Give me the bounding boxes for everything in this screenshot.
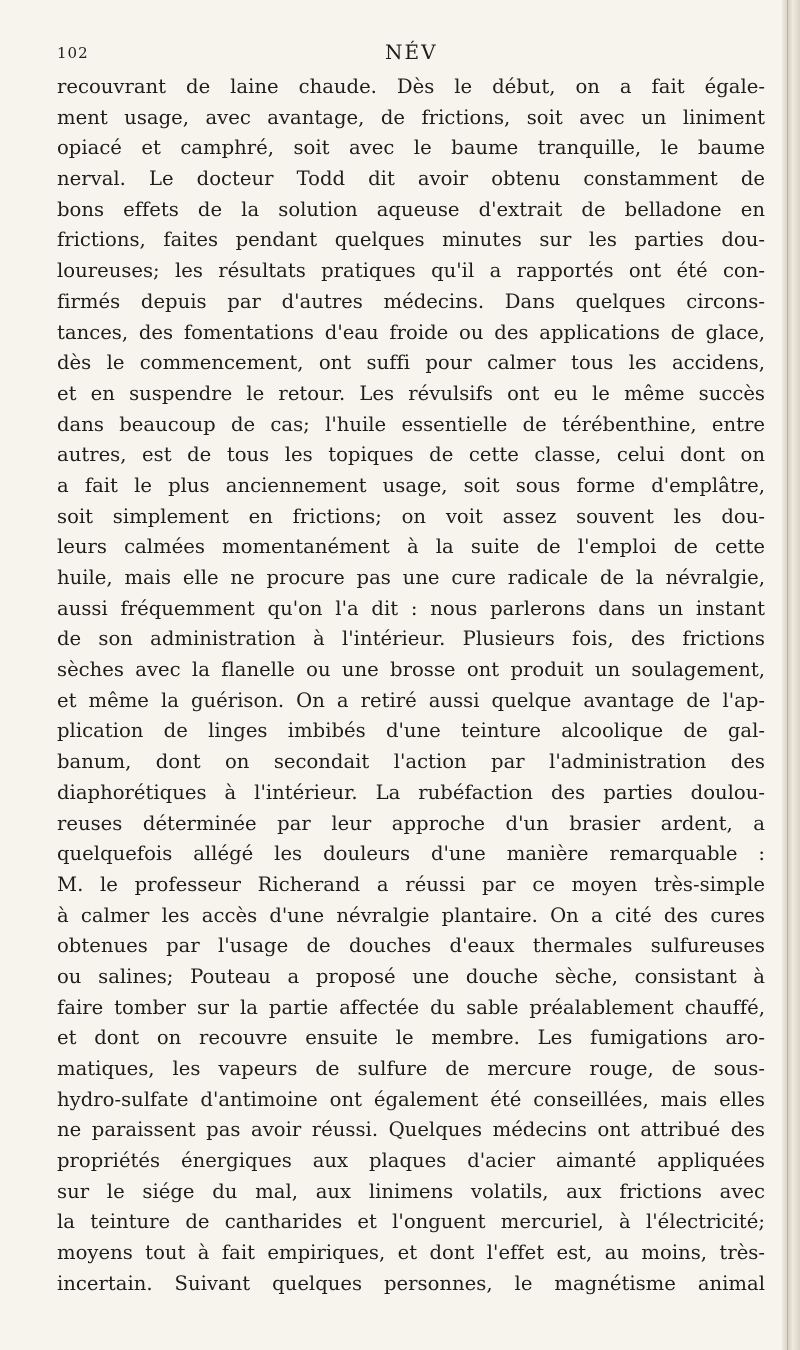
text-line: frictions, faites pendant quelques minutes sur les parties dou- (57, 228, 765, 252)
text-line: tances, des fomentations d'eau froide ou des applications de glace, (57, 320, 765, 344)
text-line: huile, mais elle ne procure pas une cure radicale de la névralgie, (57, 566, 765, 589)
text-line: a fait le plus anciennement usage, soit sous forme d'emplâtre, (57, 473, 765, 497)
text-line: nerval. Le docteur Todd dit avoir obtenu constamment de (57, 167, 765, 191)
page-number: 102 (57, 44, 89, 62)
text-line: propriétés énergiques aux plaques d'acier aimanté appliquées (57, 1149, 765, 1173)
body-text (57, 72, 765, 1312)
text-line: matiques, les vapeurs de sulfure de mercure rouge, de sous- (57, 1057, 765, 1080)
text-line: diaphorétiques à l'intérieur. La rubéfaction des parties doulou- (57, 780, 765, 804)
text-line: firmés depuis par d'autres médecins. Dans quelques circons- (57, 289, 765, 313)
text-line: la teinture de cantharides et l'onguent mercuriel, à l'électricité; (57, 1210, 765, 1234)
page-edge-line (787, 0, 788, 1350)
text-line: hydro-sulfate d'antimoine ont également été conseillées, mais elles (57, 1087, 765, 1111)
text-line: ou salines; Pouteau a proposé une douche sèche, consistant à (57, 964, 765, 988)
text-line: plication de linges imbibés d'une teinture alcoolique de gal- (57, 719, 765, 743)
text-line: reuses déterminée par leur approche d'un brasier ardent, a (57, 811, 765, 835)
text-line: de son administration à l'intérieur. Plusieurs fois, des frictions (57, 627, 765, 651)
text-line: autres, est de tous les topiques de cette classe, celui dont on (57, 443, 765, 467)
text-line: et même la guérison. On a retiré aussi quelque avantage de l'ap- (57, 688, 765, 712)
text-line: incertain. Suivant quelques personnes, le magnétisme animal (57, 1271, 765, 1295)
text-line: leurs calmées momentanément à la suite de l'emploi de cette (57, 535, 765, 559)
text-line: dans beaucoup de cas; l'huile essentielle de térébenthine, entre (57, 412, 765, 436)
text-line: loureuses; les résultats pratiques qu'il a rapportés ont été con- (57, 259, 765, 283)
text-line: recouvrant de laine chaude. Dès le début, on a fait égale- (57, 75, 765, 98)
text-line: sèches avec la flanelle ou une brosse ont produit un soulagement, (57, 658, 765, 682)
text-line: ne paraissent pas avoir réussi. Quelques médecins ont attribué des (57, 1118, 765, 1142)
text-line: banum, dont on secondait l'action par l'administration des (57, 750, 765, 774)
running-head: NÉV (385, 40, 438, 64)
text-line: aussi fréquemment qu'on l'a dit : nous parlerons dans un instant (57, 596, 765, 620)
text-line: à calmer les accès d'une névralgie plantaire. On a cité des cures (57, 903, 765, 927)
text-line: ment usage, avec avantage, de frictions, soit avec un liniment (57, 105, 765, 129)
text-line: soit simplement en frictions; on voit assez souvent les dou- (57, 504, 765, 528)
text-line: opiacé et camphré, soit avec le baume tranquille, le baume (57, 136, 765, 160)
page-header (0, 0, 780, 64)
text-line: dès le commencement, ont suffi pour calmer tous les accidens, (57, 351, 765, 375)
page-edge (782, 0, 800, 1350)
text-line: sur le siége du mal, aux linimens volatils, aux frictions avec (57, 1179, 765, 1203)
text-line: moyens tout à fait empiriques, et dont l'effet est, au moins, très- (57, 1241, 765, 1265)
text-line: M. le professeur Richerand a réussi par ce moyen très-simple (57, 872, 765, 896)
text-line: bons effets de la solution aqueuse d'extrait de belladone en (57, 197, 765, 221)
text-line: et en suspendre le retour. Les révulsifs ont eu le même succès (57, 381, 765, 405)
text-line: quelquefois allégé les douleurs d'une manière remarquable : (57, 842, 765, 866)
text-line: obtenues par l'usage de douches d'eaux thermales sulfureuses (57, 934, 765, 958)
text-line: faire tomber sur la partie affectée du sable préalablement chauffé, (57, 995, 765, 1019)
text-line: et dont on recouvre ensuite le membre. Les fumigations aro- (57, 1026, 765, 1050)
